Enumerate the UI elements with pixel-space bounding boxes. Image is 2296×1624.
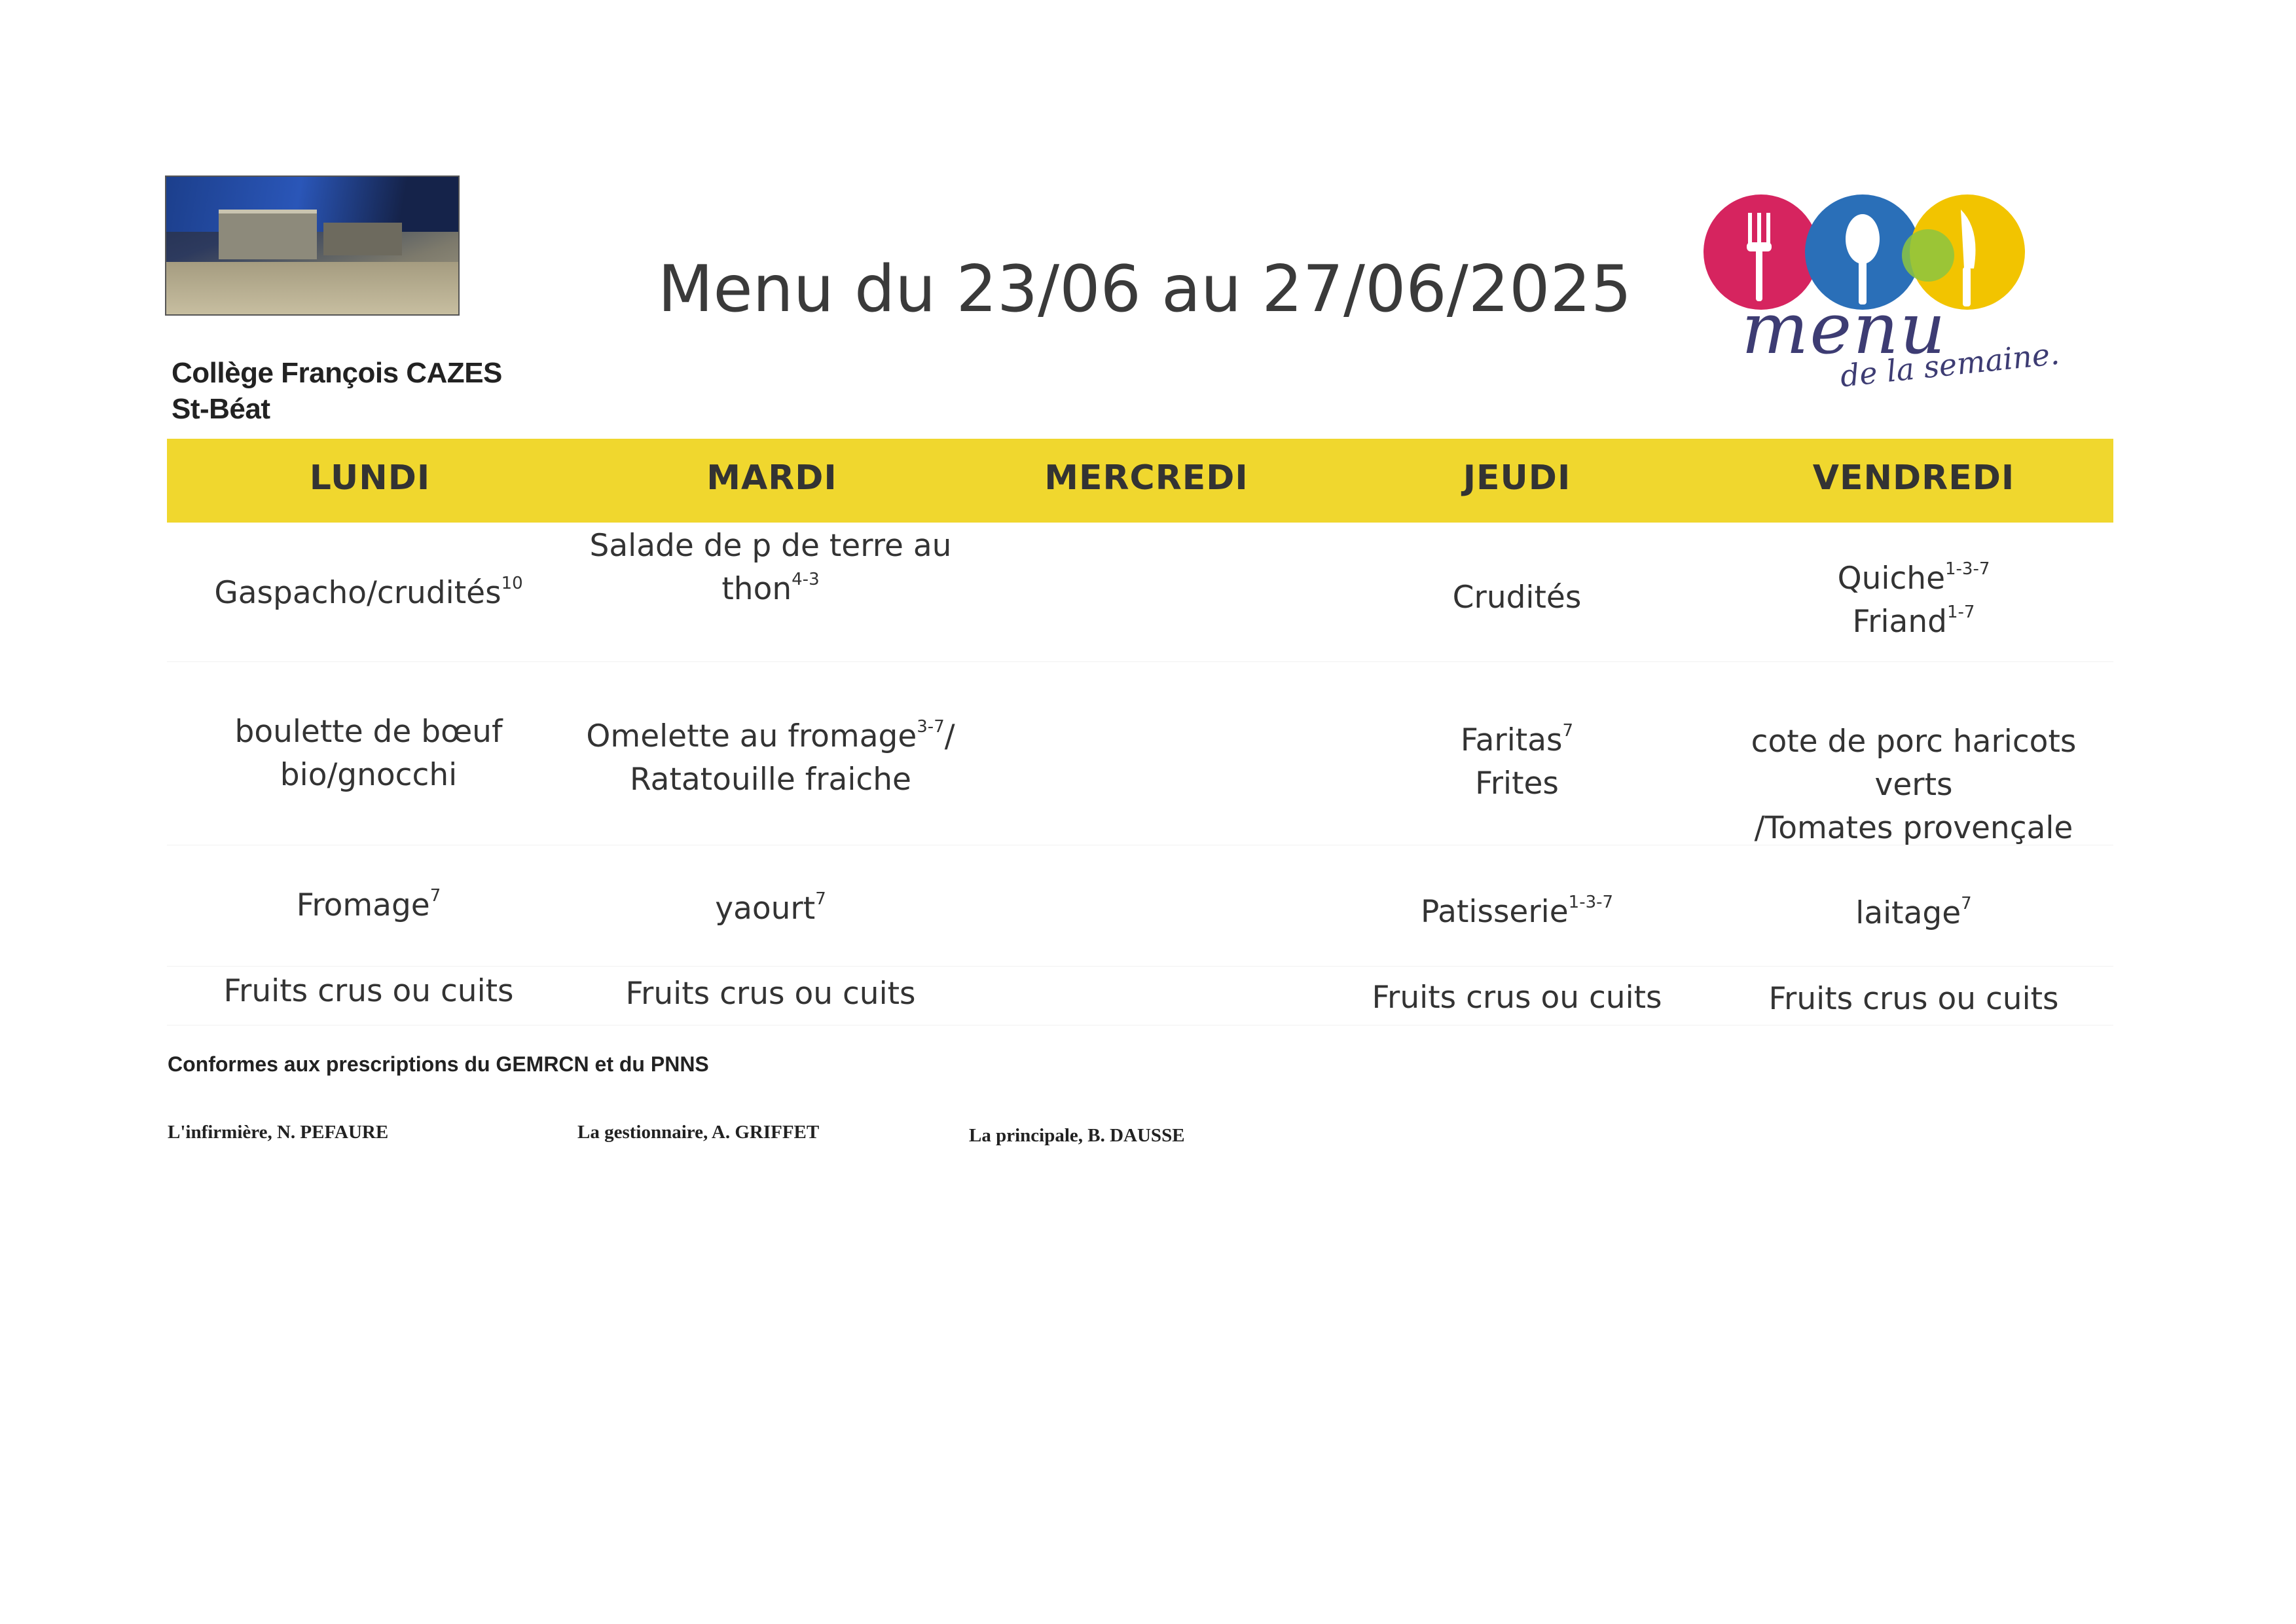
lundi-entree: Gaspacho/crudités$^{10}$: [214, 574, 523, 611]
jeudi-plat: Faritas$^7$ Frites: [1460, 721, 1574, 802]
vendredi-plat: cote de porc haricots verts /Tomates provençale: [1751, 724, 2077, 846]
day-vendredi: VENDREDI: [1812, 458, 2015, 498]
vendredi-entree: Quiche$^{1-3-7}$ Friand$^{1-7}$: [1837, 559, 1990, 640]
lundi-dessert: Fruits crus ou cuits: [223, 973, 514, 1009]
lundi-laitage: Fromage$^7$: [296, 886, 441, 923]
signature-principal: La principale, B. DAUSSE: [969, 1125, 1185, 1146]
logo-word: menu: [1741, 288, 1947, 370]
signature-nurse: L'infirmière, N. PEFAURE: [168, 1122, 389, 1143]
mardi-entree: Salade de p de terre au thon$^{4-3}$: [589, 528, 952, 607]
signature-manager: La gestionnaire, A. GRIFFET: [577, 1122, 820, 1143]
lundi-plat: boulette de bœuf bio/gnocchi: [234, 714, 503, 793]
page-title: Menu du 23/06 au 27/06/2025: [657, 252, 1632, 327]
day-mardi: MARDI: [706, 458, 837, 498]
jeudi-laitage: Patisserie$^{1-3-7}$: [1420, 893, 1614, 930]
day-lundi: LUNDI: [309, 458, 431, 498]
row-divider: [167, 966, 2113, 967]
day-jeudi: JEUDI: [1463, 458, 1571, 498]
school-town: St-Béat: [172, 393, 270, 425]
logo-tagline: de la semaine.: [1838, 335, 2062, 394]
vendredi-laitage: laitage$^7$: [1855, 894, 1972, 931]
row-divider: [167, 661, 2113, 662]
vendredi-dessert: Fruits crus ou cuits: [1768, 981, 2059, 1017]
jeudi-entree: Crudités: [1452, 580, 1582, 616]
mardi-plat: Omelette au fromage$^{3-7}$/ Ratatouille fraiche: [586, 717, 955, 798]
mardi-dessert: Fruits crus ou cuits: [625, 976, 916, 1012]
school-name: Collège François CAZES: [172, 357, 502, 389]
compliance-note: Conformes aux prescriptions du GEMRCN et du PNNS: [168, 1052, 709, 1076]
day-mercredi: MERCREDI: [1044, 458, 1248, 498]
jeudi-dessert: Fruits crus ou cuits: [1372, 980, 1662, 1016]
mardi-laitage: yaourt$^7$: [715, 889, 826, 927]
